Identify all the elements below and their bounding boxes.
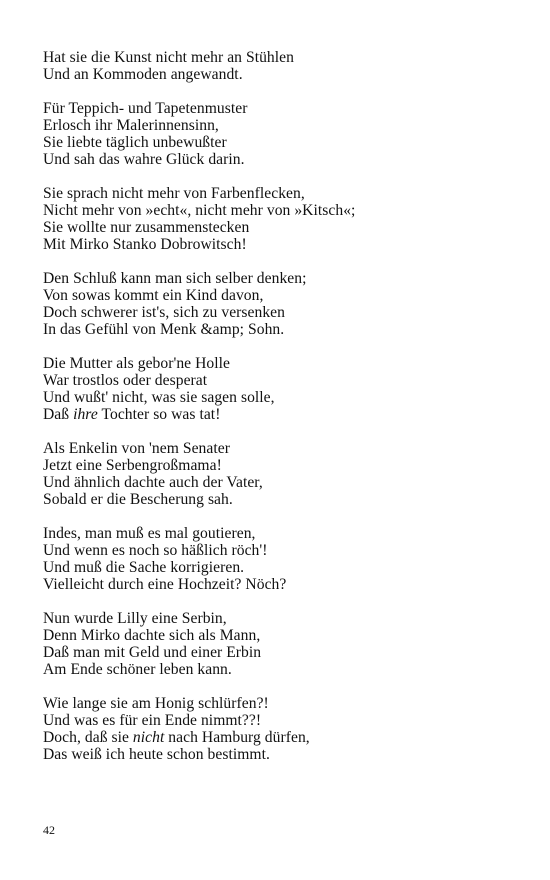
verse-line [43,525,523,542]
line-text: Sie sprach nicht mehr von Farbenflecken, [43,184,305,202]
line-text: In das Gefühl von Menk &amp; Sohn. [43,321,285,339]
line-text: Sobald er die Bescherung sah. [43,491,233,509]
line-text: Tochter so was tat! [97,406,221,424]
stanza [43,185,523,254]
line-text: Sie liebte täglich unbewußter [43,134,227,151]
line-text: Mit Mirko Stanko Dobrowitsch! [43,236,247,254]
verse-line [43,627,523,644]
verse-line [43,695,523,712]
verse-line [43,185,523,202]
line-text: Und was es für ein Ende nimmt??! [43,711,262,729]
verse-line [43,321,523,338]
verse-line [43,440,523,457]
stanza [43,440,523,509]
verse-line [43,236,523,253]
line-text: Das weiß ich heute schon bestimmt. [43,746,270,764]
line-text: Doch, daß sie [43,729,133,746]
stanza [43,610,523,679]
poem-body [43,49,523,780]
line-text: Nicht mehr von »echt«, nicht mehr von »Kitsch«; [43,201,356,219]
line-text: Doch schwerer ist's, sich zu versenken [43,304,286,321]
line-text: Und wenn es noch so häßlich röch'! [43,541,268,559]
page-number: 42 [43,823,55,837]
verse-line [43,66,523,83]
verse-line [43,542,523,559]
verse-line [43,491,523,508]
verse-line [43,134,523,151]
verse-line [43,644,523,661]
verse-line [43,746,523,763]
line-text: Wie lange sie am Honig schlürfen?! [43,694,269,712]
line-text: War trostlos oder desperat [43,371,208,389]
line-text: Und muß die Sache korrigieren. [43,559,245,576]
verse-line [43,457,523,474]
verse-line [43,219,523,236]
verse-line [43,729,523,746]
stanza [43,100,523,169]
verse-line [43,474,523,491]
line-text: Den Schluß kann man sich selber denken; [43,269,307,287]
line-text: Indes, man muß es mal goutieren, [43,524,256,542]
emphasized-word: ihre [73,406,98,424]
verse-line [43,576,523,593]
stanza [43,270,523,339]
line-text: Und sah das wahre Glück darin. [43,151,245,169]
verse-line [43,287,523,304]
line-text: Hat sie die Kunst nicht mehr an Stühlen [43,49,294,66]
stanza [43,49,523,83]
line-text: Und an Kommoden angewandt. [43,66,243,84]
verse-line [43,559,523,576]
verse-line [43,202,523,219]
verse-line [43,304,523,321]
stanza [43,525,523,594]
line-text: Als Enkelin von 'nem Senater [43,439,230,457]
verse-line [43,49,523,66]
verse-line [43,117,523,134]
verse-line [43,389,523,406]
line-text: Und ähnlich dachte auch der Vater, [43,474,263,491]
stanza [43,355,523,424]
verse-line [43,372,523,389]
line-text: Sie wollte nur zusammenstecken [43,219,250,236]
verse-line [43,712,523,729]
line-text: Nun wurde Lilly eine Serbin, [43,609,227,627]
verse-line [43,151,523,168]
verse-line [43,355,523,372]
verse-line [43,406,523,423]
line-text: Am Ende schöner leben kann. [43,661,232,679]
line-text: Denn Mirko dachte sich als Mann, [43,626,261,644]
line-text: Für Teppich- und Tapetenmuster [43,99,248,117]
line-text: Vielleicht durch eine Hochzeit? Nöch? [43,576,287,594]
line-text: Von sowas kommt ein Kind davon, [43,286,264,304]
emphasized-word: nicht [132,729,165,746]
verse-line [43,100,523,117]
line-text: nach Hamburg dürfen, [164,729,310,746]
line-text: Und wußt' nicht, was sie sagen solle, [43,389,275,406]
line-text: Erlosch ihr Malerinnensinn, [43,116,219,134]
stanza [43,695,523,764]
verse-line [43,661,523,678]
verse-line [43,610,523,627]
line-text: Jetzt eine Serbengroßmama! [43,456,222,474]
line-text: Die Mutter als gebor'ne Holle [43,354,230,372]
line-text: Daß man mit Geld und einer Erbin [43,644,262,661]
verse-line [43,270,523,287]
line-text: Daß [43,406,74,424]
